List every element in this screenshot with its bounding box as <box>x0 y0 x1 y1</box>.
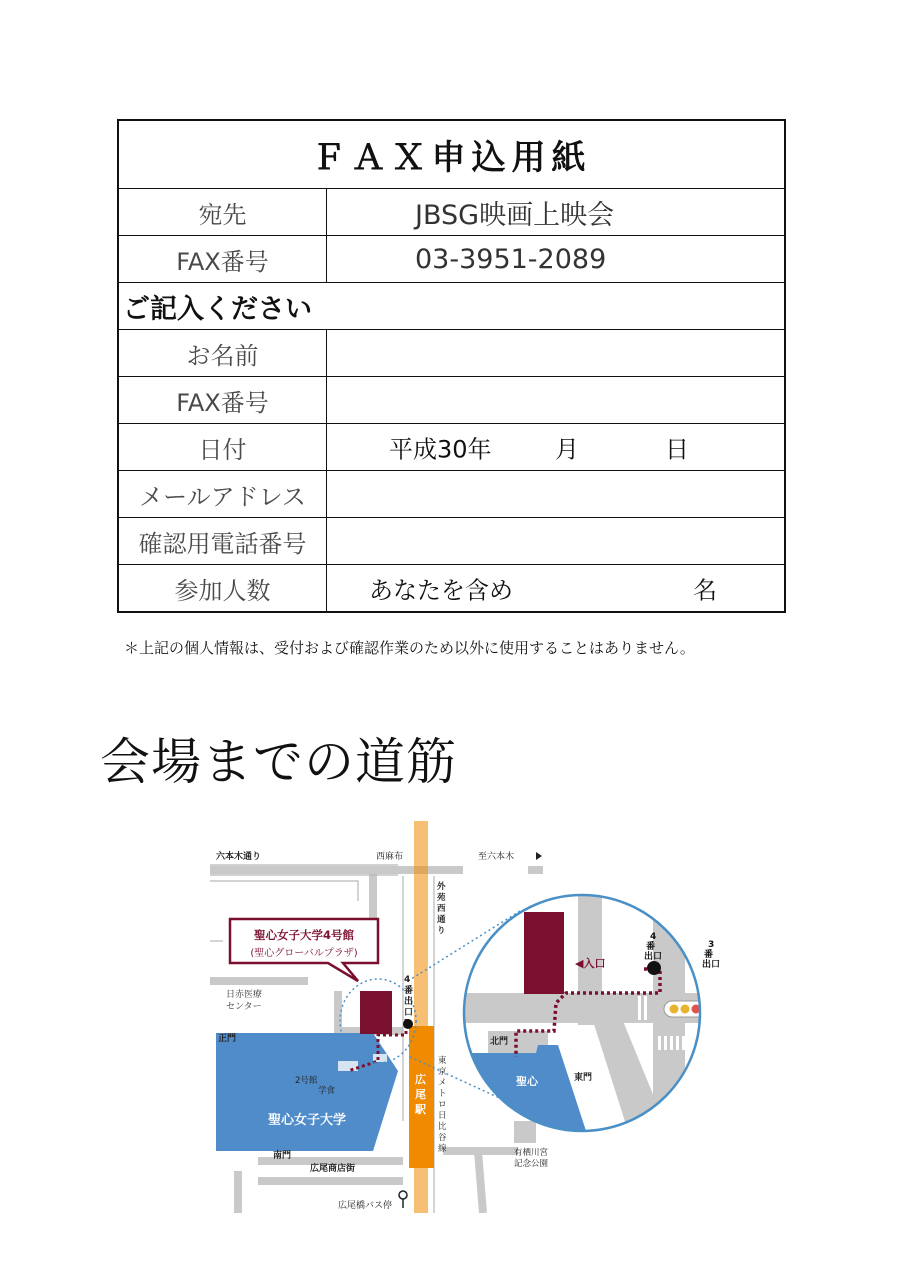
label-hiroo-station <box>414 1072 426 1116</box>
privacy-note: ＊上記の個人情報は、受付および確認作業のため以外に使用することはありません。 <box>124 639 695 657</box>
svg-text:京: 京 <box>438 1067 447 1077</box>
svg-text:ロ: ロ <box>438 1100 447 1110</box>
recipient-label: 宛先 <box>118 189 327 236</box>
email-field[interactable] <box>327 471 786 518</box>
route-map <box>198 821 763 1213</box>
svg-text:西: 西 <box>437 904 446 914</box>
email-label: メールアドレス <box>118 471 327 518</box>
fax-number-label: FAX番号 <box>118 236 327 283</box>
svg-text:メ: メ <box>438 1078 447 1088</box>
label-university: 聖心女子大学 <box>268 1113 347 1128</box>
svg-text:出: 出 <box>404 997 414 1007</box>
svg-text:4: 4 <box>404 975 411 985</box>
svg-text:谷: 谷 <box>438 1133 447 1143</box>
phone-field[interactable] <box>327 518 786 565</box>
svg-text:外: 外 <box>437 882 446 892</box>
label-nishiazabu: 西麻布 <box>376 852 404 862</box>
recipient-value: JBSG映画上映会 <box>327 189 786 236</box>
inset-exit3-l3: 出口 <box>702 960 721 970</box>
label-bus-stop: 広尾橋バス停 <box>338 1201 393 1211</box>
inset-seishin-label: 聖心 <box>516 1075 538 1088</box>
inset-kitamon-label: 北門 <box>490 1037 509 1047</box>
form-title: ＦＡＸ申込用紙 <box>118 120 785 189</box>
park-block <box>514 1121 536 1143</box>
inset-exit3-l2: 番 <box>704 950 714 960</box>
label-hospital-2: センター <box>226 1002 262 1012</box>
fax-number-value: 03-3951-2089 <box>327 236 786 283</box>
svg-text:り: り <box>437 926 446 936</box>
svg-text:線: 線 <box>438 1144 447 1154</box>
phone-label: 確認用電話番号 <box>118 518 327 565</box>
label-seimon: 正門 <box>218 1034 237 1044</box>
label-nanmon: 南門 <box>273 1151 292 1161</box>
svg-text:口: 口 <box>404 1008 414 1018</box>
gakushoku-building <box>338 1061 358 1071</box>
svg-text:比: 比 <box>438 1122 447 1132</box>
svg-text:通: 通 <box>437 915 446 925</box>
inset-exit4-l2: 番 <box>646 942 656 952</box>
inset-higashimon-label: 東門 <box>574 1073 593 1083</box>
fax-application-form <box>117 119 786 613</box>
count-prefix: あなたを含め <box>369 576 513 605</box>
university-campus <box>216 1033 398 1151</box>
label-hibiya-line <box>438 1055 447 1154</box>
inset-exit4-l3: 出口 <box>644 952 663 962</box>
sender-fax-field[interactable] <box>327 377 786 424</box>
svg-text:苑: 苑 <box>437 893 446 903</box>
inset-exit4-l1: 4 <box>650 932 657 942</box>
sender-fax-label: FAX番号 <box>118 377 327 424</box>
name-field[interactable] <box>327 330 786 377</box>
name-label: お名前 <box>118 330 327 377</box>
inset-entrance-label: ◀入口 <box>575 957 606 970</box>
label-roppongi-dori: 六本木通り <box>216 852 262 862</box>
svg-text:駅: 駅 <box>415 1103 426 1116</box>
count-suffix: 名 <box>693 576 717 605</box>
label-gakushoku: 学食 <box>318 1086 336 1096</box>
label-to-roppongi: 至六本木 <box>478 852 515 862</box>
venue-callout-title: 聖心女子大学4号館 <box>253 928 355 942</box>
svg-text:尾: 尾 <box>415 1088 426 1101</box>
label-hospital-1: 日赤医療 <box>226 990 263 1000</box>
route-heading: 会場までの道筋 <box>100 733 457 791</box>
svg-text:ト: ト <box>438 1089 447 1099</box>
venue-callout-sub: (聖心グローバルプラザ) <box>250 948 358 959</box>
inset-exit3-l1: 3 <box>708 940 715 950</box>
svg-text:広: 広 <box>415 1073 426 1086</box>
exit-4-marker <box>403 1019 413 1029</box>
fill-in-header: ご記入ください <box>118 283 785 330</box>
label-gaien-nishi-dori <box>437 881 446 936</box>
attendee-count-label: 参加人数 <box>118 565 327 613</box>
date-day: 日 <box>665 435 689 464</box>
label-park-2: 記念公園 <box>514 1159 549 1169</box>
svg-text:番: 番 <box>404 986 414 996</box>
attendee-count-field[interactable] <box>327 565 786 613</box>
label-shotengai: 広尾商店街 <box>310 1164 356 1174</box>
label-bldg-2: 2号館 <box>295 1076 318 1086</box>
date-label: 日付 <box>118 424 327 471</box>
label-park-1: 有栖川宮 <box>514 1148 549 1158</box>
venue-building <box>360 991 392 1034</box>
svg-text:東: 東 <box>438 1056 447 1066</box>
svg-text:日: 日 <box>438 1111 447 1121</box>
date-field[interactable] <box>327 424 786 471</box>
date-month: 月 <box>555 435 579 464</box>
date-year: 平成30年 <box>389 435 492 464</box>
